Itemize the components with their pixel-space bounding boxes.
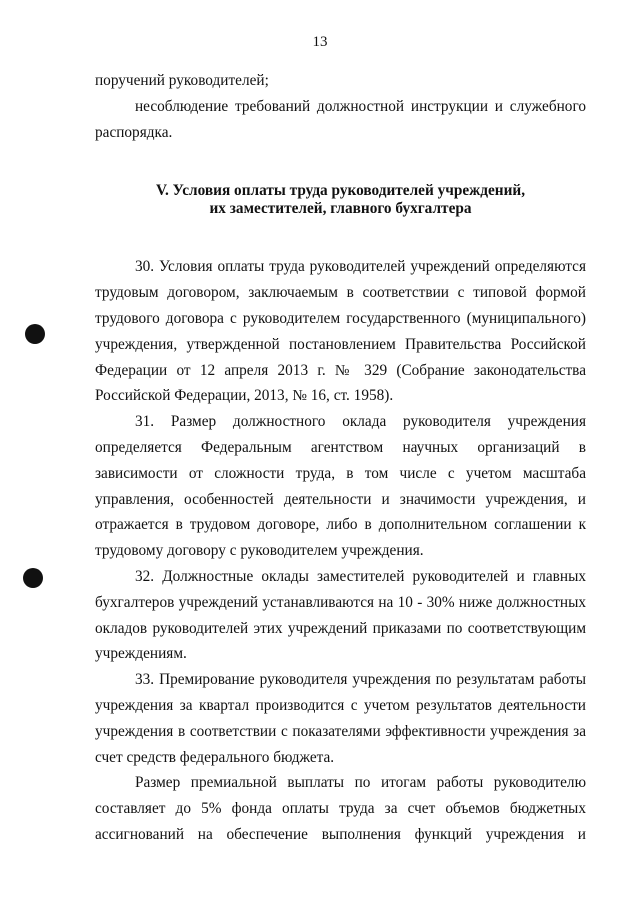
punch-hole-mark (23, 568, 43, 588)
section-title-line-1: V. Условия оплаты труда руководителей учреждений, (155, 182, 526, 200)
paragraph-bonus: Размер премиальной выплаты по итогам работы руководителю составляет до 5% фонда оплаты труда за счет объемов бюджетных ассигнований на обеспечение выполнения функций учреждения и (95, 774, 586, 843)
punch-hole-mark (25, 324, 45, 344)
page-number: 13 (312, 34, 328, 50)
paragraph-31: 31. Размер должностного оклада руководителя учреждения определяется Федеральным агентством научных организаций в зависимости от сложности труда, в том числе с учетом масштаба управления, особенностей деятельности и значимости учреждения, и отражается в трудовом договоре, либо в дополнительном соглашении к трудовому договору с руководителем учреждения. (95, 413, 586, 560)
intro-paragraph: несоблюдение требований должностной инструкции и служебного распорядка. (95, 97, 586, 141)
paragraph-32: 32. Должностные оклады заместителей руководителей и главных бухгалтеров учреждений устанавливаются на 10 - 30% ниже должностных окладов руководителей этих учреждений приказами по соответствующим учреждениям. (95, 567, 586, 663)
paragraph-33: 33. Премирование руководителя учреждения по результатам работы учреждения за квартал производится с учетом результатов деятельности учреждения в соответствии с показателями эффективности учреждения за счет средств федерального бюджета. (95, 671, 586, 766)
paragraph-30: 30. Условия оплаты труда руководителей учреждений определяются трудовым договором, заключаемым в соответствии с типовой формой трудового договора с руководителем государственного (муниципального) учреждения, утвержденной постановлением Правительства Российской Федерации от 12 апреля 2013 г. № 329 (Собрание законодательства Российской Федерации, 2013, № 16, ст. 1958). (95, 258, 586, 405)
document-body (95, 68, 586, 848)
section-heading (95, 182, 586, 218)
section-title-line-2: их заместителей, главного бухгалтера (209, 200, 472, 218)
intro-line: поручений руководителей; (95, 72, 269, 89)
